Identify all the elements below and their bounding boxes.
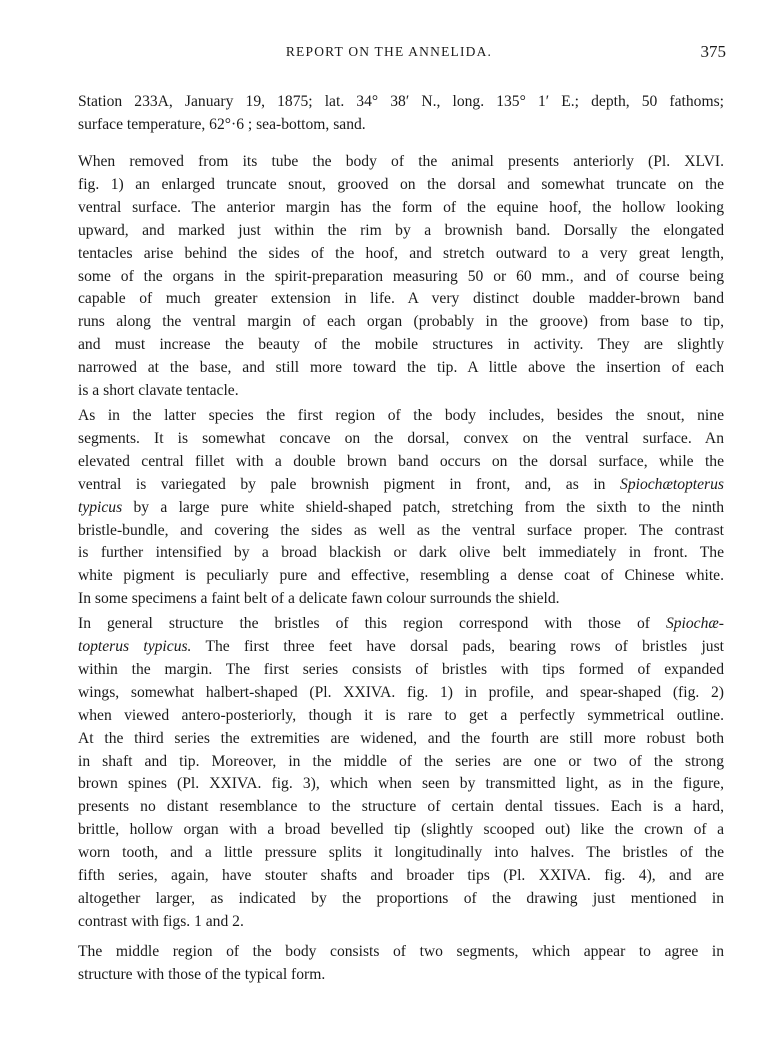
body-text	[52, 151, 724, 989]
text-line: In some specimens a faint belt of a delicate fawn colour surrounds the shield.	[78, 590, 560, 608]
text-line: segments. It is somewhat concave on the dorsal, convex on the ventral surface. An	[78, 429, 724, 447]
text-line: is a short clavate tentacle.	[78, 382, 239, 400]
text-line: runs along the ventral margin of each organ (probably in the groove) from base to tip,	[78, 313, 724, 331]
paragraph-middle-region	[52, 940, 724, 987]
page-header	[52, 42, 726, 64]
text-line: The middle region of the body consists of two segments, which appear to agree in	[78, 942, 724, 960]
text-line: brown spines (Pl. XXIVA. fig. 3), which when seen by transmitted light, as in the figure,	[78, 775, 724, 793]
text-line: in shaft and tip. Moreover, in the middle of the series are one or two of the strong	[78, 752, 724, 770]
text-line: some of the organs in the spirit-preparation measuring 50 or 60 mm., and of course being	[78, 267, 724, 285]
species-name: Spiochæ-	[665, 615, 724, 633]
text-segment: In general structure the bristles of this region correspond with those of	[78, 615, 666, 633]
text-line: bristle-bundle, and covering the sides as well as the ventral surface proper. The contrast	[78, 521, 724, 539]
text-line: within the margin. The first series consists of bristles with tips formed of expanded	[78, 660, 724, 678]
paragraph-tube-snout	[52, 151, 724, 403]
species-name: topterus typicus.	[78, 638, 192, 656]
species-name: Spiochætopterus	[620, 475, 724, 493]
text-line: presents no distant resemblance to the structure of certain dental tissues. Each is a hard,	[78, 798, 724, 816]
running-title: REPORT ON THE ANNELIDA.	[285, 44, 493, 59]
text-line: wings, somewhat halbert-shaped (Pl. XXIVA. fig. 1) in profile, and spear-shaped (fig. 2)	[78, 683, 724, 701]
text-line: narrowed at the base, and still more toward the tip. A little above the insertion of each	[78, 359, 724, 377]
text-line: capable of much greater extension in life. A very distinct double madder-brown band	[78, 290, 724, 308]
text-line: As in the latter species the first region of the body includes, besides the snout, nine	[78, 406, 724, 424]
page-number: 375	[700, 42, 726, 61]
text-line: At the third series the extremities are widened, and the fourth are still more robust both	[78, 729, 724, 747]
text-line	[52, 474, 724, 497]
text-line: elevated central fillet with a double brown band occurs on the dorsal surface, while the	[78, 452, 724, 470]
text-line: fig. 1) an enlarged truncate snout, grooved on the dorsal and somewhat truncate on the	[78, 175, 724, 193]
text-line: tentacles arise behind the sides of the hoof, and stretch outward to a very great length,	[78, 244, 724, 262]
text-line: altogether larger, as indicated by the proportions of the drawing just mentioned in	[78, 890, 724, 907]
station-info	[52, 90, 724, 136]
text-line	[52, 613, 724, 636]
species-name: typicus	[78, 498, 123, 516]
text-line: is further intensified by a broad blackish or dark olive belt immediately in front. The	[78, 544, 724, 562]
text-line: upward, and marked just within the rim by a brownish band. Dorsally the elongated	[78, 221, 724, 239]
text-line: brittle, hollow organ with a broad bevelled tip (slightly scooped out) like the crown of a	[78, 821, 724, 839]
text-line	[52, 636, 724, 659]
text-line: structure with those of the typical form.	[78, 966, 326, 984]
paragraph-first-region	[52, 405, 724, 611]
text-line: ventral surface. The anterior margin has the form of the equine hoof, the hollow looking	[78, 198, 724, 216]
text-line: contrast with figs. 1 and 2.	[78, 912, 244, 930]
text-line: when viewed antero-posteriorly, though it is rare to get a perfectly symmetrical outline.	[78, 706, 724, 724]
text-line: and must increase the beauty of the mobile structures in activity. They are slightly	[78, 336, 724, 354]
station-line: surface temperature, 62°·6 ; sea-bottom, sand.	[78, 116, 366, 133]
text-line: When removed from its tube the body of the animal presents anteriorly (Pl. XLVI.	[78, 153, 724, 170]
text-line	[52, 497, 724, 520]
text-line: fifth series, again, have stouter shafts and broader tips (Pl. XXIVA. fig. 4), and are	[78, 867, 724, 885]
text-segment: by a large pure white shield-shaped patch, stretching from the sixth to the ninth	[122, 498, 724, 516]
text-line: white pigment is peculiarly pure and effective, resembling a dense coat of Chinese white.	[78, 567, 724, 585]
text-segment: The first three feet have dorsal pads, bearing rows of bristles just	[191, 638, 724, 656]
paragraph-bristles	[52, 613, 724, 934]
station-line: Station 233A, January 19, 1875; lat. 34° 38′ N., long. 135° 1′ E.; depth, 50 fathoms;	[78, 93, 724, 110]
text-segment: ventral is variegated by pale brownish pigment in front, and, as in	[78, 475, 621, 493]
text-line: worn tooth, and a little pressure splits it longitudinally into halves. The bristles of the	[78, 844, 724, 862]
